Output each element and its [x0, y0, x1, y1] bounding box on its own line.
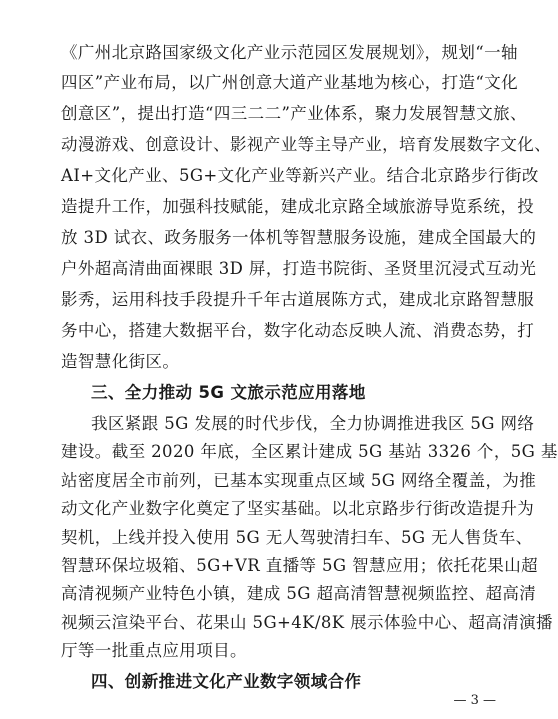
paragraph-1-line-9: 影秀，运用科技手段提升千年古道展陈方式，建成北京路智慧服 [61, 290, 535, 309]
paragraph-1-line-8: 户外超高清曲面裸眼 3D 屏，打造书院街、圣贤里沉浸式互动光 [61, 259, 537, 278]
section-3-heading: 三、全力推动 5G 文旅示范应用落地 [91, 383, 366, 402]
paragraph-1-line-5: AI+文化产业、5G+文化产业等新兴产业。结合北京路步行街改 [61, 166, 539, 185]
paragraph-1-line-2: 四区”产业布局，以广州创意大道产业基地为核心，打造“文化 [61, 73, 519, 92]
section-3-line-6: 智慧环保垃圾箱、5G+VR 直播等 5G 智慧应用；依托花果山超 [61, 556, 539, 575]
paragraph-1-line-1: 《广州北京路国家级文化产业示范园区发展规划》，规划“一轴 [61, 43, 518, 62]
section-3-line-3: 站密度居全市前列，已基本实现重点区域 5G 网络全覆盖，为推 [61, 471, 537, 490]
section-3-line-4: 动文化产业数字化奠定了坚实基础。以北京路步行街改造提升为 [61, 499, 535, 518]
section-3-line-8: 视频云渲染平台、花果山 5G+4K/8K 展示体验中心、超高清演播 [61, 613, 553, 632]
paragraph-1-line-4: 动漫游戏、创意设计、影视产业等主导产业，培育发展数字文化、 [61, 135, 552, 154]
section-3-line-2: 建设。截至 2020 年底，全区累计建成 5G 基站 3326 个，5G 基 [61, 442, 558, 461]
section-4-heading: 四、创新推进文化产业数字领域合作 [91, 672, 362, 691]
paragraph-1-line-6: 造提升工作，加强科技赋能，建成北京路全域旅游导览系统，投 [61, 197, 535, 216]
paragraph-1-line-10: 务中心，搭建大数据平台，数字化动态反映人流、消费态势，打 [61, 321, 535, 340]
page-number: — 3 — [453, 693, 496, 708]
section-3-line-5: 契机，上线并投入使用 5G 无人驾驶清扫车、5G 无人售货车、 [61, 528, 533, 547]
paragraph-1-line-3: 创意区”，提出打造“四三二二”产业体系，聚力发展智慧文旅、 [61, 104, 527, 123]
paragraph-1-line-7: 放 3D 试衣、政务服务一体机等智慧服务设施，建成全国最大的 [61, 228, 537, 247]
section-3-line-1: 我区紧跟 5G 发展的时代步伐，全力协调推进我区 5G 网络 [91, 414, 535, 433]
section-3-line-7: 高清视频产业特色小镇，建成 5G 超高清智慧视频监控、超高清 [61, 584, 537, 603]
section-3-line-9: 厅等一批重点应用项目。 [61, 641, 247, 660]
paragraph-1-line-11: 造智慧化街区。 [61, 352, 180, 371]
